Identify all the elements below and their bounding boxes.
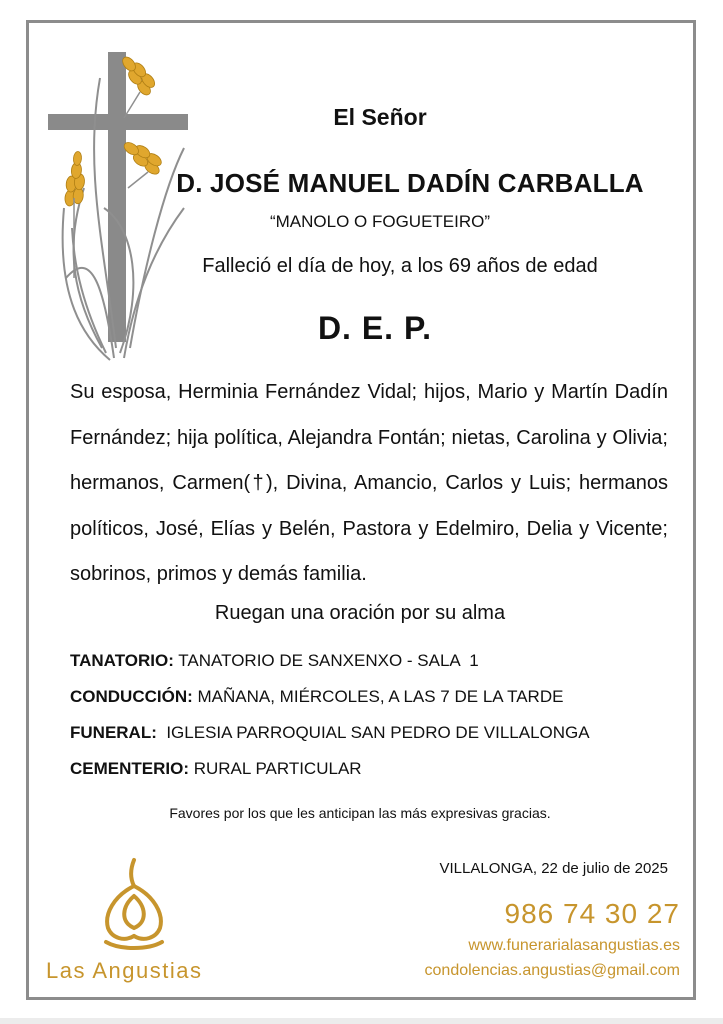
detail-value: RURAL PARTICULAR bbox=[189, 759, 362, 778]
service-details bbox=[70, 650, 670, 794]
detail-value: MAÑANA, MIÉRCOLES, A LAS 7 DE LA TARDE bbox=[192, 687, 564, 706]
logo-wordmark: Las Angustias bbox=[46, 958, 203, 983]
detail-label: CEMENTERIO: bbox=[70, 759, 189, 778]
detail-tanatorio bbox=[70, 650, 670, 686]
detail-funeral bbox=[70, 722, 670, 758]
website-link[interactable]: www.funerarialasangustias.es bbox=[468, 937, 680, 954]
phone-number[interactable]: 986 74 30 27 bbox=[504, 898, 680, 929]
dep-text: D. E. P. bbox=[317, 310, 433, 346]
bottom-strip bbox=[0, 1018, 723, 1024]
place-date: VILLALONGA, 22 de julio de 2025 bbox=[439, 860, 668, 877]
deceased-name: D. JOSÉ MANUEL DADÍN CARBALLA bbox=[176, 168, 644, 198]
detail-conduccion bbox=[70, 686, 670, 722]
family-paragraph: Su esposa, Herminia Fernández Vidal; hijos, Mario y Martín Dadín Fernández; hija política, Alejandra Fontán; nietas, Carolina y Olivia; hermanos, Carmen(†), Divina, Amancio, Carlos y Luis; hermanos políticos, José, Elías y Belén, Pastora y Edelmiro, Delia y Vicente; sobrinos, primos y demás familia. bbox=[70, 381, 668, 585]
thanks-note: Favores por los que les anticipan las más expresivas gracias. bbox=[169, 805, 551, 821]
detail-label: CONDUCCIÓN: bbox=[70, 687, 193, 706]
nickname: “MANOLO O FOGUETEIRO” bbox=[269, 212, 491, 231]
cross-wheat-icon bbox=[44, 48, 194, 368]
angustias-logo-icon bbox=[94, 856, 174, 952]
email-link[interactable]: condolencias.angustias@gmail.com bbox=[424, 962, 680, 979]
detail-label: FUNERAL: bbox=[70, 723, 157, 742]
detail-value: TANATORIO DE SANXENXO - SALA 1 bbox=[173, 651, 479, 670]
death-notice: Falleció el día de hoy, a los 69 años de edad bbox=[202, 255, 598, 277]
detail-label: TANATORIO: bbox=[70, 651, 174, 670]
detail-cementerio bbox=[70, 758, 670, 794]
prayer-request: Ruegan una oración por su alma bbox=[214, 602, 506, 624]
detail-value: IGLESIA PARROQUIAL SAN PEDRO DE VILLALONGA bbox=[156, 723, 590, 742]
title-senor: El Señor bbox=[333, 104, 427, 130]
